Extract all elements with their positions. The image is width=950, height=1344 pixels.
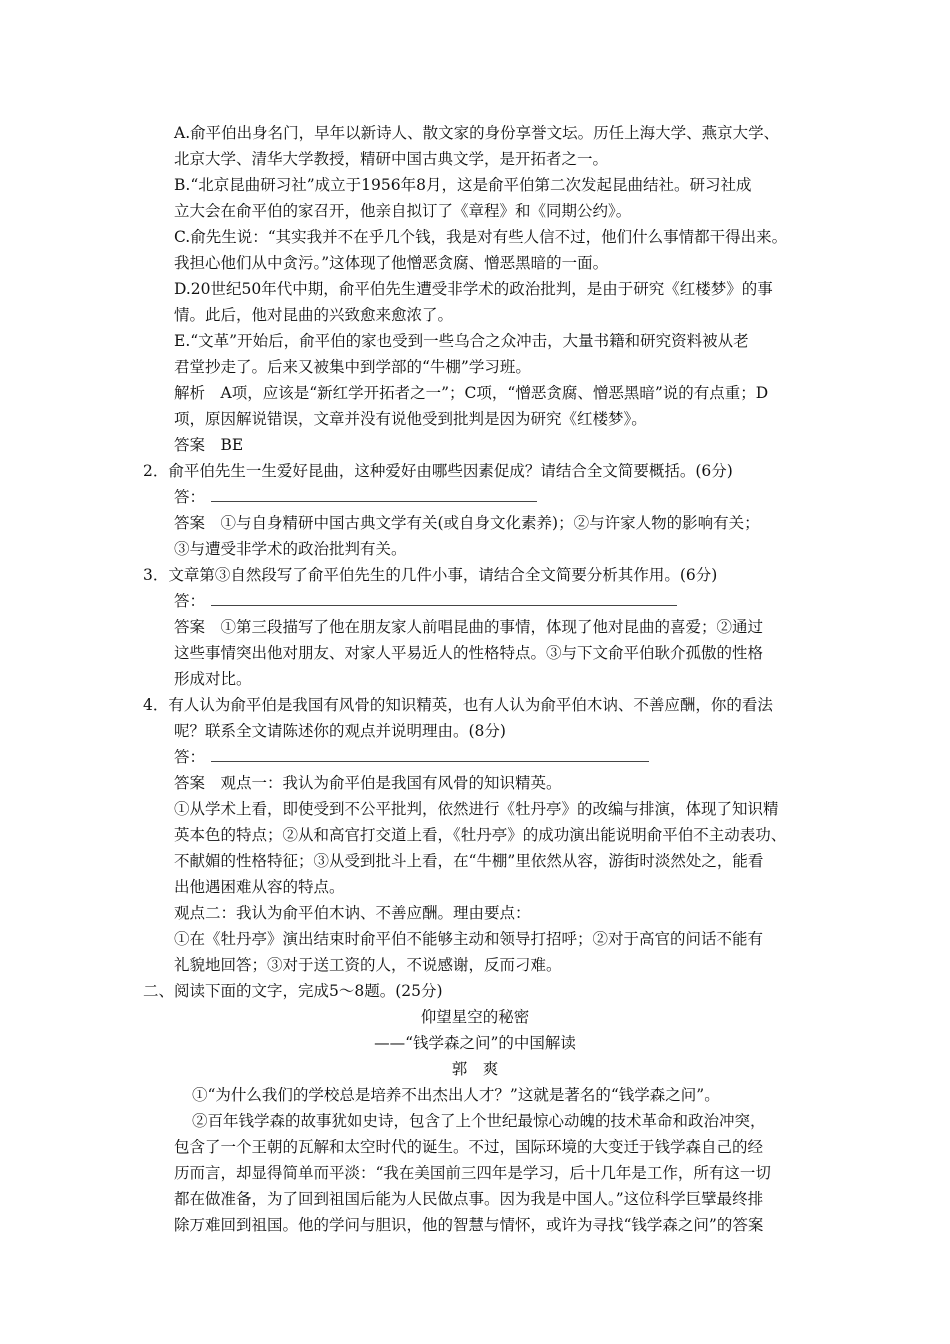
option-d-line1: D.20世纪50年代中期，俞平伯先生遭受非学术的政治批判，是由于研究《红楼梦》的事 xyxy=(174,280,773,298)
answer-label: 答： xyxy=(174,592,206,610)
answer-underline xyxy=(211,487,537,502)
answer-3-line2: 这些事情突出他对朋友、对家人平易近人的性格特点。③与下文俞平伯耿介孤傲的性格 xyxy=(174,644,764,662)
answer-blank-3 xyxy=(174,588,677,614)
answer-4-view1: 答案 观点一：我认为俞平伯是我国有风骨的知识精英。 xyxy=(174,774,562,792)
answer-1: 答案 BE xyxy=(174,436,244,454)
answer-underline xyxy=(211,747,649,762)
answer-3-line1: 答案 ①第三段描写了他在朋友家人前唱昆曲的事情，体现了他对昆曲的喜爱；②通过 xyxy=(174,618,764,636)
option-c-line1: C.俞先生说：“其实我并不在乎几个钱，我是对有些人信不过，他们什么事情都干得出来。 xyxy=(174,228,788,246)
article-author: 郭 爽 xyxy=(451,1060,499,1078)
paragraph-2-line5: 除万难回到祖国。他的学问与胆识，他的智慧与情怀，或许为寻找“钱学森之问”的答案 xyxy=(174,1216,764,1234)
answer-4-line8: 礼貌地回答；③对于送工资的人，不说感谢，反而刁难。 xyxy=(174,956,562,974)
paragraph-2-line3: 历而言，却显得简单而平淡：“我在美国前三四年是学习，后十几年是工作，所有这一切 xyxy=(174,1164,771,1182)
option-a-line2: 北京大学、清华大学教授，精研中国古典文学，是开拓者之一。 xyxy=(174,150,609,168)
answer-2-line1: 答案 ①与自身精研中国古典文学有关(或自身文化素养)；②与许家人物的影响有关； xyxy=(174,514,760,532)
question-4-line2: 呢？联系全文请陈述你的观点并说明理由。(8分) xyxy=(174,722,506,740)
answer-4-view2: 观点二：我认为俞平伯木讷、不善应酬。理由要点： xyxy=(174,904,531,922)
question-3: 3．文章第③自然段写了俞平伯先生的几件小事，请结合全文简要分析其作用。(6分) xyxy=(143,566,718,584)
option-b-line1: B.“北京昆曲研习社”成立于1956年8月，这是俞平伯第二次发起昆曲结社。研习社成 xyxy=(174,176,752,194)
answer-4-line7: ①在《牡丹亭》演出结束时俞平伯不能够主动和领导打招呼；②对于高官的问话不能有 xyxy=(174,930,764,948)
answer-4-line5: 出他遇困难从容的特点。 xyxy=(174,878,345,896)
question-2: 2．俞平伯先生一生爱好昆曲，这种爱好由哪些因素促成？请结合全文简要概括。(6分) xyxy=(143,462,733,480)
answer-label: 答： xyxy=(174,748,206,766)
option-d-line2: 情。此后，他对昆曲的兴致愈来愈浓了。 xyxy=(174,306,454,324)
answer-4-line4: 不献媚的性格特征；③从受到批斗上看，在“牛棚”里依然从容，游街时淡然处之，能看 xyxy=(174,852,764,870)
article-title: 仰望星空的秘密 xyxy=(420,1008,530,1026)
option-b-line2: 立大会在俞平伯的家召开，他亲自拟订了《章程》和《同期公约》。 xyxy=(174,202,632,220)
answer-label: 答： xyxy=(174,488,206,506)
question-4-line1: 4．有人认为俞平伯是我国有风骨的知识精英，也有人认为俞平伯木讷、不善应酬，你的看法 xyxy=(143,696,773,714)
paragraph-2-line4: 都在做准备，为了回到祖国后能为人民做点事。因为我是中国人。”这位科学巨擘最终排 xyxy=(174,1190,764,1208)
section-2-heading: 二、阅读下面的文字，完成5～8题。(25分) xyxy=(143,982,443,1000)
option-a-line1: A.俞平伯出身名门，早年以新诗人、散文家的身份享誉文坛。历任上海大学、燕京大学、 xyxy=(174,124,780,142)
answer-underline xyxy=(211,591,677,606)
option-e-line2: 君堂抄走了。后来又被集中到学部的“牛棚”学习班。 xyxy=(174,358,531,376)
answer-2-line2: ③与遭受非学术的政治批判有关。 xyxy=(174,540,407,558)
paragraph-2-line1: ②百年钱学森的故事犹如史诗，包含了上个世纪最惊心动魄的技术革命和政治冲突， xyxy=(192,1112,766,1130)
option-c-line2: 我担心他们从中贪污。”这体现了他憎恶贪腐、憎恶黑暗的一面。 xyxy=(174,254,609,272)
option-e-line1: E.“文革”开始后，俞平伯的家也受到一些乌合之众冲击，大量书籍和研究资料被从老 xyxy=(174,332,749,350)
answer-3-line3: 形成对比。 xyxy=(174,670,252,688)
answer-blank-4 xyxy=(174,744,649,770)
analysis-line2: 项，原因解说错误，文章并没有说他受到批判是因为研究《红楼梦》。 xyxy=(174,410,647,428)
paragraph-2-line2: 包含了一个王朝的瓦解和太空时代的诞生。不过，国际环境的大变迁于钱学森自己的经 xyxy=(174,1138,764,1156)
answer-4-line3: 英本色的特点；②从和高官打交道上看，《牡丹亭》的成功演出能说明俞平伯不主动表功、 xyxy=(174,826,787,844)
answer-4-line2: ①从学术上看，即使受到不公平批判，依然进行《牡丹亭》的改编与排演，体现了知识精 xyxy=(174,800,779,818)
answer-blank-2 xyxy=(174,484,537,510)
article-subtitle: ——“钱学森之问”的中国解读 xyxy=(374,1034,576,1052)
paragraph-1: ①“为什么我们的学校总是培养不出杰出人才？”这就是著名的“钱学森之问”。 xyxy=(192,1086,720,1104)
analysis-line1: 解析 A项，应该是“新红学开拓者之一”；C项，“憎恶贪腐、憎恶黑暗”说的有点重；D xyxy=(174,384,769,402)
